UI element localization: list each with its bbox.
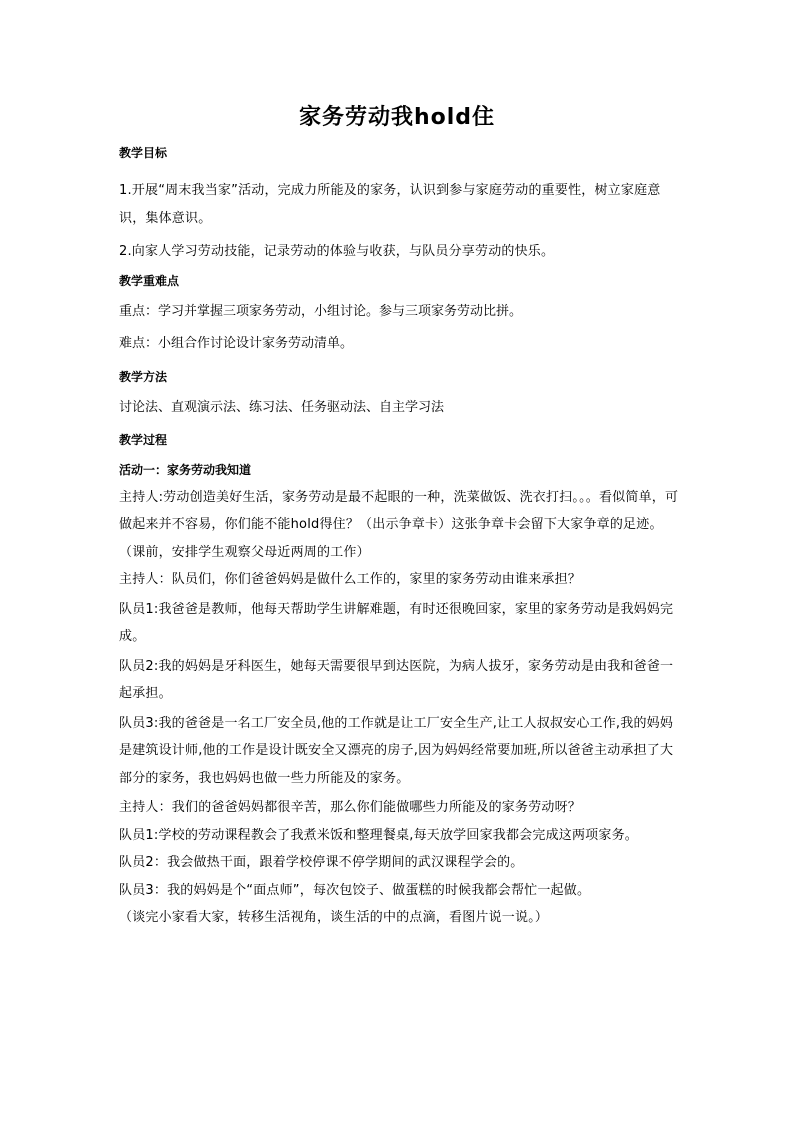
difficult-point: 难点：小组合作讨论设计家务劳动清单。 xyxy=(119,335,354,351)
heading-teaching-methods: 教学方法 xyxy=(119,369,168,384)
paragraph-member-3-answer: 队员3:我的爸爸是一名工厂安全员,他的工作就是让工厂安全生产,让工人叔叔安心工作,我的妈妈是建筑设计师,他的工作是设计既安全又漂亮的房子,因为妈妈经常要加班,所以爸爸主动承担了大部分的家务，我也妈妈也做一些力所能及的家务。 xyxy=(119,715,674,786)
paragraph-transition-note: （谈完小家看大家，转移生活视角，谈生活的中的点滴，看图片说一说。） xyxy=(119,910,549,925)
paragraph-host-intro: 主持人:劳动创造美好生活，家务劳动是最不起眼的一种，洗菜做饭、洗衣打扫。。。看似简单，可做起来并不容易，你们能不能hold得住？（出示争章卡）这张争章卡会留下大家争章的足迹。 xyxy=(119,489,679,532)
document-title: 家务劳动我hold住 xyxy=(298,105,496,130)
paragraph-member-2-answer: 队员2:我的妈妈是牙科医生，她每天需要很早到达医院，为病人拔牙，家务劳动是由我和爸爸一起承担。 xyxy=(119,658,674,701)
heading-key-points: 教学重难点 xyxy=(119,273,180,288)
heading-teaching-goals: 教学目标 xyxy=(119,146,168,160)
paragraph-member-1-reply: 队员1:学校的劳动课程教会了我煮米饭和整理餐桌,每天放学回家我都会完成这两项家务。 xyxy=(119,827,638,843)
paragraph-member-1-answer: 队员1:我爸爸是教师，他每天帮助学生讲解难题，有时还很晚回家，家里的家务劳动是我妈妈完成。 xyxy=(119,601,674,644)
document-body xyxy=(119,144,679,932)
heading-activity-one: 活动一：家务劳动我知道 xyxy=(119,462,252,477)
paragraph-host-question-2: 主持人：我们的爸爸妈妈都很辛苦，那么你们能做哪些力所能及的家务劳动呀？ xyxy=(119,800,582,815)
goal-item-1: 1.开展“周末我当家”活动，完成力所能及的家务，认识到参与家庭劳动的重要性，树立家庭意识，集体意识。 xyxy=(119,183,661,226)
teaching-methods: 讨论法、直观演示法、练习法、任务驱动法、自主学习法 xyxy=(119,399,445,415)
goal-item-2: 2.向家人学习劳动技能，记录劳动的体验与收获，与队员分享劳动的快乐。 xyxy=(119,244,555,259)
heading-teaching-process: 教学过程 xyxy=(119,432,168,447)
paragraph-member-2-reply: 队员2：我会做热干面，跟着学校停课不停学期间的武汉课程学会的。 xyxy=(119,855,524,870)
paragraph-pre-class-note: （课前，安排学生观察父母近两周的工作） xyxy=(119,544,370,560)
paragraph-host-question-1: 主持人：队员们，你们爸爸妈妈是做什么工作的，家里的家务劳动由谁来承担？ xyxy=(119,572,582,587)
paragraph-member-3-reply: 队员3：我的妈妈是个“面点师”，每次包饺子、做蛋糕的时候我都会帮忙一起做。 xyxy=(119,882,591,898)
key-point: 重点：学习并掌握三项家务劳动，小组讨论。参与三项家务劳动比拼。 xyxy=(119,303,523,319)
